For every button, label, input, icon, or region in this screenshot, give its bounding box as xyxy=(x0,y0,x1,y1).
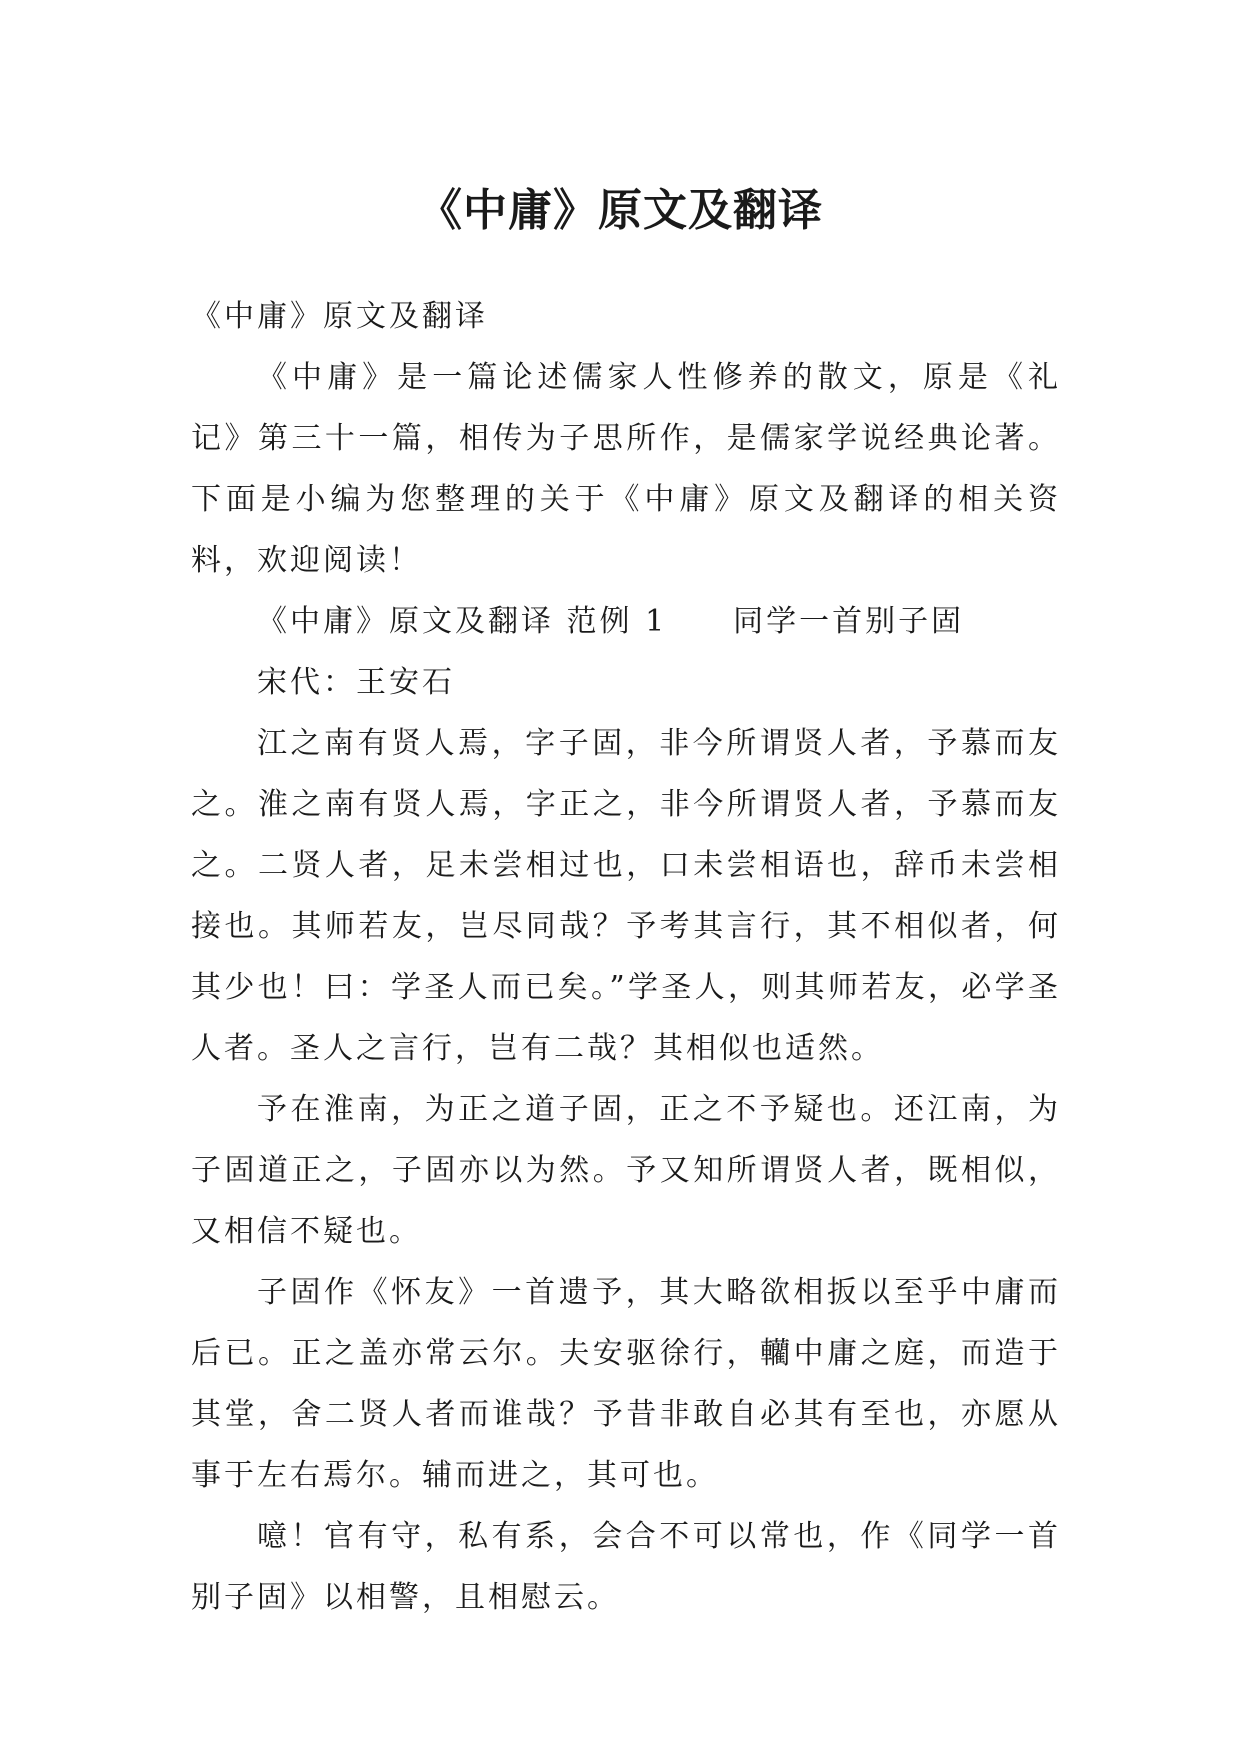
intro-paragraph: 《中庸》是一篇论述儒家人性修养的散文，原是《礼记》第三十一篇，相传为子思所作，是儒家学说经典论著。下面是小编为您整理的关于《中庸》原文及翻译的相关资料，欢迎阅读！ xyxy=(191,360,1061,578)
page-title: 《中庸》原文及翻译 xyxy=(418,185,823,237)
text-paragraph: 予在淮南，为正之道子固，正之不予疑也。还江南，为子固道正之，子固亦以为然。予又知所谓贤人者，既相似，又相信不疑也。 xyxy=(191,1092,1061,1249)
text-paragraph: 江之南有贤人焉，字子固，非今所谓贤人者，予慕而友之。淮之南有贤人焉，字正之，非今所谓贤人者，予慕而友之。二贤人者，足未尝相过也，口未尝相语也，辞币未尝相接也。其师若友，岂尽同哉？予考其言行，其不相似者，何其少也！曰：学圣人而已矣。”学圣人，则其师若友，必学圣人者。圣人之言行，岂有二哉？其相似也适然。 xyxy=(191,726,1061,1066)
text-paragraph: 噫！官有守，私有系，会合不可以常也，作《同学一首别子固》以相警，且相慰云。 xyxy=(191,1519,1061,1615)
example-heading: 《中庸》原文及翻译 范例 1 同学一首别子固 xyxy=(257,604,965,639)
document-subtitle: 《中庸》原文及翻译 xyxy=(191,299,488,334)
author-line: 宋代：王安石 xyxy=(257,665,455,700)
text-paragraph: 子固作《怀友》一首遗予，其大略欲相扳以至乎中庸而后已。正之盖亦常云尔。夫安驱徐行，轥中庸之庭，而造于其堂，舍二贤人者而谁哉？予昔非敢自必其有至也，亦愿从事于左右焉尔。辅而进之，其可也。 xyxy=(191,1275,1061,1493)
document-body xyxy=(191,286,1061,1628)
